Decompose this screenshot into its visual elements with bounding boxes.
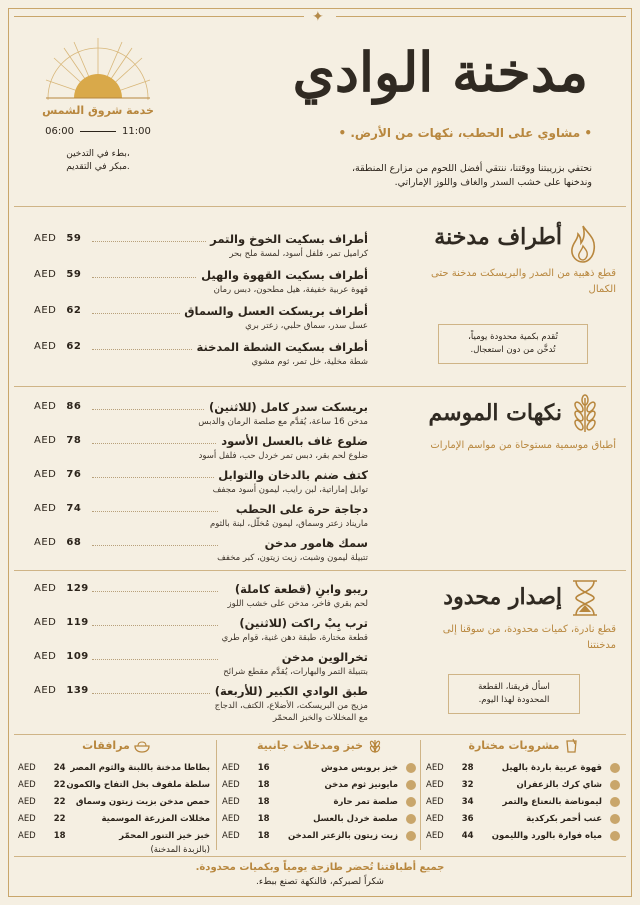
menu-item	[34, 468, 368, 502]
leader-dots	[92, 511, 218, 512]
price-value: 119	[66, 617, 89, 628]
side-item-name: حمص مدخن بزيت زيتون وسماق	[75, 797, 210, 807]
column-title: خبز ومدخلات جانبية	[256, 739, 364, 752]
side-item	[18, 811, 214, 828]
section-divider	[14, 206, 626, 207]
currency: AED	[18, 763, 36, 773]
item-name: أطراف بسكيت القهوة والهيل	[197, 268, 368, 282]
sides-column	[18, 738, 214, 858]
bullet-icon	[406, 831, 416, 841]
price-value: 18	[257, 780, 270, 790]
price-value: 36	[461, 814, 474, 824]
item-price	[34, 269, 81, 280]
price-value: 22	[53, 780, 66, 790]
cup-icon	[564, 738, 580, 754]
section-divider	[14, 734, 626, 735]
menu-item	[34, 268, 368, 302]
price-value: 16	[257, 763, 270, 773]
bullet-icon	[610, 831, 620, 841]
item-description: مزيج من البريسكت، الأضلاع، الكتف، الدجاج	[214, 701, 368, 711]
side-item	[426, 828, 622, 845]
sunrise-note-line: مبكر في التقديم.	[66, 162, 130, 172]
item-name: أطراف بسكيت الخوخ والتمر	[206, 232, 368, 246]
bread-column	[222, 738, 418, 845]
column-header	[18, 738, 214, 760]
price-value: 62	[66, 341, 82, 352]
currency: AED	[34, 503, 57, 514]
menu-item	[34, 684, 368, 723]
price-value: 109	[66, 651, 89, 662]
price-value: 22	[53, 814, 66, 824]
item-name: أطراف بسكيت الشطة المدخنة	[192, 340, 368, 354]
leader-dots	[92, 241, 218, 242]
menu-item	[34, 582, 368, 616]
sunrise-note	[20, 148, 176, 174]
side-item-name: ليموناضة بالنعناع والتمر	[502, 797, 602, 807]
item-price	[34, 685, 89, 696]
leader-dots	[92, 545, 218, 546]
price-value: 28	[461, 763, 474, 773]
currency: AED	[426, 797, 444, 807]
flame-icon	[566, 224, 600, 264]
item-price	[34, 583, 89, 594]
wheat-icon	[568, 394, 602, 434]
leader-dots	[92, 625, 218, 626]
leader-dots	[92, 693, 218, 694]
section-title: أطراف مدخنة	[434, 224, 562, 250]
currency: AED	[222, 763, 240, 773]
item-description: شطة مخلية، خل تمر، ثوم مشوي	[251, 357, 368, 367]
drinks-column	[426, 738, 622, 845]
item-price	[34, 401, 81, 412]
currency: AED	[18, 780, 36, 790]
side-item	[426, 794, 622, 811]
currency: AED	[34, 401, 57, 412]
item-description: ضلوع لحم بقر، دبس تمر خردل حب، فلفل أسود	[198, 451, 368, 461]
bullet-icon	[406, 763, 416, 773]
item-name: تخرالوين مدخن	[278, 650, 368, 664]
item-price	[34, 305, 81, 316]
currency: AED	[18, 797, 36, 807]
side-item-name: عنب أحمر بكركدية	[526, 814, 602, 824]
menu-item	[34, 400, 368, 434]
item-name: بريسكت سدر كامل (للاثنين)	[205, 400, 368, 414]
top-rule	[14, 16, 304, 17]
side-item-note: (بالزبدة المدخنة)	[150, 845, 210, 855]
tagline-text: مشاوي على الحطب، نكهات من الأرض.	[350, 126, 581, 140]
side-item	[426, 777, 622, 794]
tagline-bullet: •	[584, 126, 592, 140]
side-item-name: صلصة تمر حارة	[333, 797, 398, 807]
wheat-small-icon	[367, 738, 383, 754]
section-divider	[14, 570, 626, 571]
side-item-name: مخللات المزرعة الموسمية	[101, 814, 210, 824]
side-item-price	[18, 814, 66, 824]
item-price	[34, 651, 89, 662]
side-item	[222, 760, 418, 777]
price-value: 34	[461, 797, 474, 807]
currency: AED	[34, 685, 57, 696]
item-price	[34, 617, 89, 628]
price-value: 59	[66, 269, 82, 280]
side-item-price	[222, 797, 270, 807]
sunrise-icon	[44, 36, 152, 100]
currency: AED	[34, 651, 57, 662]
side-item	[222, 777, 418, 794]
intro-line: نحتفي بزريبتنا ووقتنا، ننتقي أفضل اللحوم من مزارع المنطقة،	[351, 163, 592, 174]
item-name: دجاجة حرة على الحطب	[232, 502, 368, 516]
side-item-price	[222, 780, 270, 790]
side-item	[18, 828, 214, 845]
currency: AED	[18, 814, 36, 824]
section-title: نكهات الموسم	[428, 400, 562, 426]
item-name: سمك هامور مدخن	[261, 536, 368, 550]
note-line: تُدخَّن من دون استعجال.	[470, 345, 556, 355]
item-name: ضلوع غاف بالعسل الأسود	[217, 434, 368, 448]
side-item-price	[222, 831, 270, 841]
tagline: • مشاوي على الحطب، نكهات من الأرض. •	[338, 126, 592, 140]
side-item-price	[426, 780, 474, 790]
item-price	[34, 469, 81, 480]
side-item	[18, 777, 214, 794]
item-description: توابل إماراتية، لبن رايب، ليمون أسود مجفف	[212, 485, 368, 495]
menu-item	[34, 536, 368, 570]
item-description: كراميل تمر، فلفل أسود، لمسة ملح بحر	[229, 249, 368, 259]
side-item	[222, 811, 418, 828]
side-item-name: زيت زيتون بالزعتر المدخن	[287, 831, 398, 841]
side-item-price	[18, 780, 66, 790]
sunrise-note-line: بطء في التدخين،	[66, 149, 130, 159]
side-item	[18, 760, 214, 777]
menu-item	[34, 616, 368, 650]
price-value: 18	[53, 831, 66, 841]
column-header	[426, 738, 622, 760]
item-price	[34, 537, 81, 548]
currency: AED	[34, 233, 57, 244]
item-name: ترب بِبْ راكت (للاثنين)	[235, 616, 368, 630]
bullet-icon	[406, 797, 416, 807]
hours-end: 11:00	[122, 126, 151, 137]
bullet-icon	[610, 814, 620, 824]
side-item-price	[18, 831, 66, 841]
currency: AED	[222, 780, 240, 790]
menu-item	[34, 502, 368, 536]
leader-dots	[92, 443, 218, 444]
menu-item	[34, 304, 368, 338]
item-name: كتف ضنم بالدخان والتوابل	[214, 468, 368, 482]
side-item-name: خبز خيز التنور المحمّر	[119, 831, 210, 841]
price-value: 18	[257, 797, 270, 807]
price-value: 76	[66, 469, 82, 480]
currency: AED	[34, 269, 57, 280]
side-item-name: بطاطا مدخنة باللبنة والثوم المصر	[70, 763, 210, 773]
column-title: مشروبات مختارة	[468, 739, 560, 752]
side-item-price	[426, 763, 474, 773]
price-value: 32	[461, 780, 474, 790]
currency: AED	[34, 583, 57, 594]
currency: AED	[18, 831, 36, 841]
side-item-name: مايونيز ثوم مدخن	[324, 780, 398, 790]
top-rule	[336, 16, 626, 17]
price-value: 129	[66, 583, 89, 594]
currency: AED	[426, 831, 444, 841]
leader-dots	[92, 591, 218, 592]
section-note	[438, 324, 588, 364]
column-title: مرافقات	[82, 739, 130, 752]
item-description: مدخن 16 ساعة، يُقدَّم مع صلصة الرمان والدبس	[198, 417, 368, 427]
currency: AED	[34, 469, 57, 480]
currency: AED	[222, 814, 240, 824]
menu-item	[34, 434, 368, 468]
item-name: طبق الوادي الكبير (للأربعة)	[211, 684, 368, 698]
item-description: بتتبيلة التمر والبهارات، يُقدَّم مقطع شرائح	[223, 667, 368, 677]
currency: AED	[34, 617, 57, 628]
side-item	[426, 811, 622, 828]
price-value: 44	[461, 831, 474, 841]
currency: AED	[426, 763, 444, 773]
side-item-price	[18, 763, 66, 773]
item-description: قطعة مختارة، طبقة دهن غنية، قوام طري	[221, 633, 368, 643]
leader-dots	[92, 409, 218, 410]
item-price	[34, 233, 81, 244]
restaurant-title: مدخنة الوادي	[292, 40, 588, 104]
item-description: مع المخللات والخبز المحمّر	[272, 713, 368, 723]
item-description: تتبيلة ليمون وشبت، زيت زيتون، كبر مخفف	[217, 553, 368, 563]
currency: AED	[34, 305, 57, 316]
price-value: 22	[53, 797, 66, 807]
side-item-price	[426, 797, 474, 807]
side-item	[426, 760, 622, 777]
side-item-name: سلطة ملفوف بخل التفاح والكمون	[66, 780, 210, 790]
side-item-price	[222, 814, 270, 824]
currency: AED	[426, 780, 444, 790]
side-item-price	[426, 814, 474, 824]
bowl-icon	[134, 738, 150, 754]
item-description: عسل سدر، سماق حلبي، زعتر بري	[245, 321, 368, 331]
price-value: 139	[66, 685, 89, 696]
section-divider	[14, 386, 626, 387]
price-value: 78	[66, 435, 82, 446]
section-description: أطباق موسمية مستوحاة من مواسم الإمارات	[430, 440, 616, 451]
section-description: قطع ذهبية من الصدر والبريسكت مدخنة حتى الكمال	[431, 268, 616, 295]
side-item	[18, 794, 214, 811]
item-price	[34, 435, 81, 446]
item-description: قهوة عربية خفيفة، هيل مطحون، دبس رمان	[213, 285, 368, 295]
leader-dots	[92, 477, 218, 478]
currency: AED	[34, 537, 57, 548]
footer-line-2: شكراً لصبركم، فالنكهة تصنع ببطء.	[256, 877, 384, 887]
price-value: 18	[257, 831, 270, 841]
side-item-price	[18, 797, 66, 807]
currency: AED	[34, 435, 57, 446]
bullet-icon	[610, 763, 620, 773]
bullet-icon	[610, 780, 620, 790]
price-value: 68	[66, 537, 82, 548]
price-value: 18	[257, 814, 270, 824]
menu-item	[34, 232, 368, 266]
section-description: قطع نادرة، كميات محدودة، من سوقنا إلى مدخنتنا	[442, 624, 616, 651]
side-item-name: مياه فوارة بالورد والليمون	[491, 831, 602, 841]
currency: AED	[426, 814, 444, 824]
item-name: أطراف بريسكت العسل والسماق	[180, 304, 368, 318]
side-item	[222, 828, 418, 845]
price-value: 59	[66, 233, 82, 244]
currency: AED	[222, 831, 240, 841]
hours-start: 06:00	[45, 126, 74, 137]
side-item-price	[426, 831, 474, 841]
item-description: لحم بقري فاخر، مدخن على خشب اللوز	[227, 599, 368, 609]
side-item-name: صلصة خردل بالعسل	[313, 814, 398, 824]
item-price	[34, 503, 81, 514]
intro-line: وندخنها على خشب السدر والغاف واللوز الإماراتي.	[394, 177, 592, 188]
price-value: 74	[66, 503, 82, 514]
menu-item	[34, 340, 368, 374]
currency: AED	[34, 341, 57, 352]
footer-line-1: جميع أطباقتنا تُحضر طازجة يومياً وبكميات محدودة.	[195, 862, 445, 873]
intro-text	[252, 162, 592, 190]
star-ornament-icon: ✦	[312, 9, 324, 25]
column-divider	[420, 740, 421, 850]
service-hours	[20, 126, 176, 137]
note-line: المحدودة لهذا اليوم.	[478, 695, 550, 705]
price-value: 62	[66, 305, 82, 316]
item-description: ماريناد زعتر وسماق، ليمون مُخلّل، لبنة بالثوم	[209, 519, 368, 529]
price-value: 24	[53, 763, 66, 773]
currency: AED	[222, 797, 240, 807]
bullet-icon	[610, 797, 620, 807]
item-price	[34, 341, 81, 352]
side-item	[222, 794, 418, 811]
sunrise-service-label: خدمة شروق الشمس	[42, 104, 154, 117]
note-line: تُقدم بكمية محدودة يومياً،	[468, 332, 558, 342]
hourglass-icon	[568, 578, 602, 618]
side-item-name: خبز بروبس مدوش	[321, 763, 398, 773]
side-item-price	[222, 763, 270, 773]
bullet-icon	[406, 780, 416, 790]
section-note	[448, 674, 580, 714]
section-divider	[14, 856, 626, 857]
column-divider	[216, 740, 217, 850]
section-title: إصدار محدود	[443, 584, 562, 610]
item-name: ريبو وابنِ (قطعة كاملة)	[231, 582, 368, 596]
column-header	[222, 738, 418, 760]
bullet-icon	[406, 814, 416, 824]
note-line: اسأل فريقنا، القطعة	[478, 682, 550, 692]
leader-dots	[92, 659, 218, 660]
side-item-name: قهوة عربية باردة بالهيل	[501, 763, 602, 773]
menu-item	[34, 650, 368, 684]
price-value: 86	[66, 401, 82, 412]
side-item-name: شاي كرك بالزعفران	[516, 780, 602, 790]
